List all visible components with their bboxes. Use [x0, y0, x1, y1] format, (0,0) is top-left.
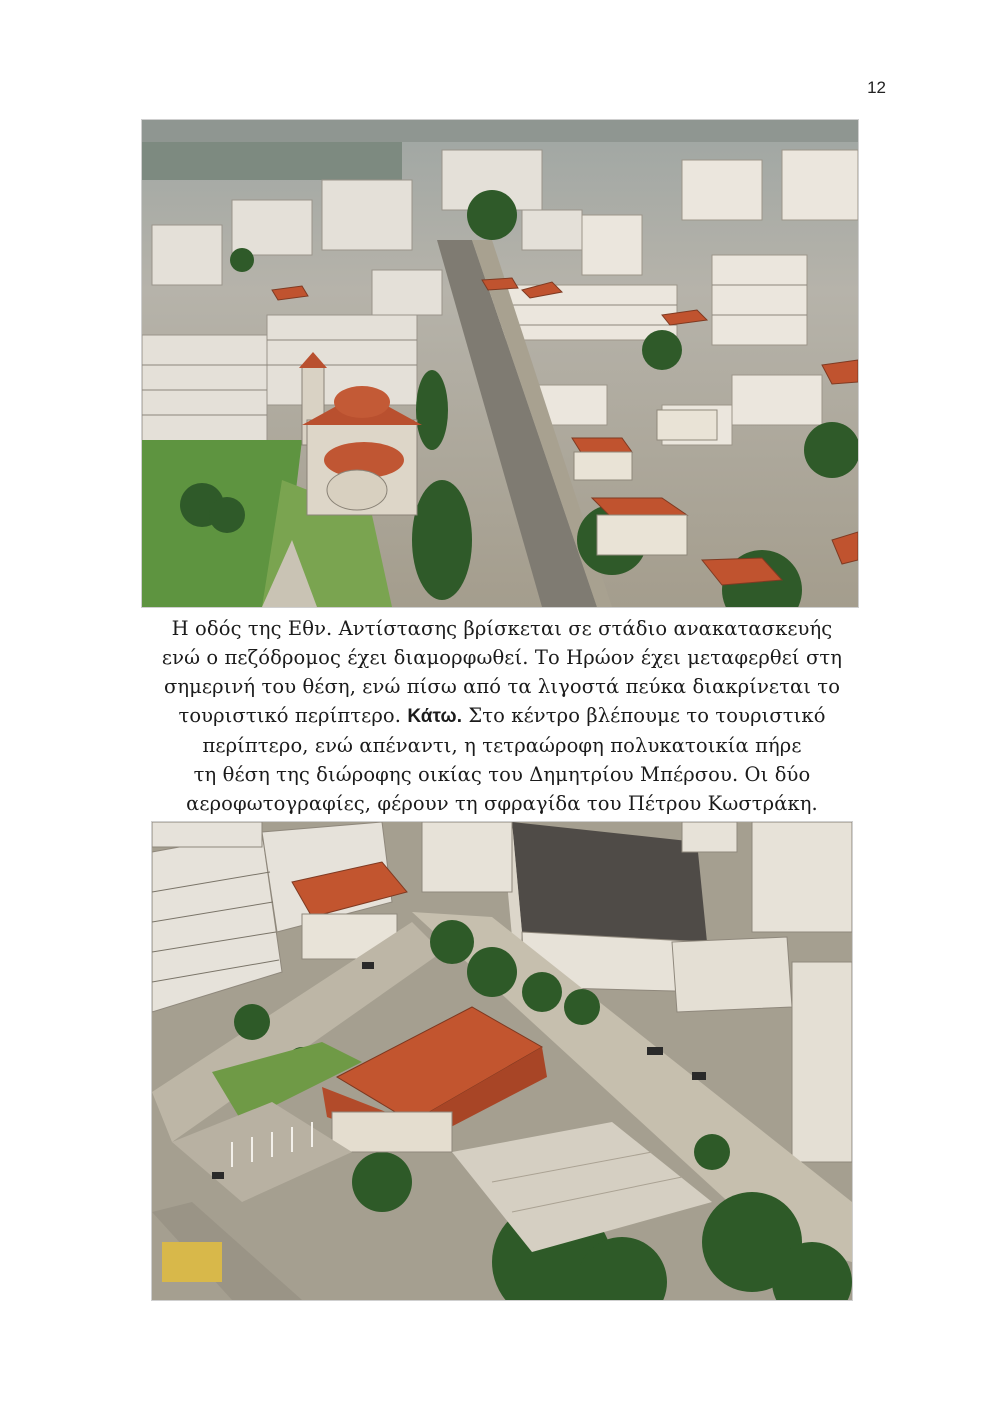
aerial-photo-top-graphic — [142, 120, 858, 607]
caption-line-4-end: Στο κέντρο βλέπουμε το τουριστικό — [462, 704, 826, 727]
aerial-photo-top — [142, 120, 858, 607]
caption-line-2: ενώ ο πεζόδρομος έχει διαμορφωθεί. Το Ηρώον έχει μεταφερθεί στη — [161, 646, 843, 669]
caption-below-marker: Κάτω. — [407, 706, 463, 727]
caption-line-1: Η οδός της Εθν. Αντίστασης βρίσκεται σε στάδιο ανακατασκευής — [171, 617, 833, 640]
caption-line-4 — [130, 701, 874, 731]
photo-caption — [130, 614, 874, 818]
caption-line-5: περίπτερο, ενώ απέναντι, η τετραώροφη πολυκατοικία πήρε — [202, 734, 802, 757]
caption-line-6: τη θέση της διώροφης οικίας του Δημητρίου Μπέρσου. Οι δύο — [193, 763, 811, 786]
caption-line-4-start: τουριστικό περίπτερο. — [178, 704, 408, 727]
page-number: 12 — [867, 78, 886, 97]
caption-line-7: αεροφωτογραφίες, φέρουν τη σφραγίδα του Πέτρου Κωστράκη. — [186, 792, 818, 815]
caption-line-3: σημερινή του θέση, ενώ πίσω από τα λιγοστά πεύκα διακρίνεται το — [163, 675, 841, 698]
aerial-photo-bottom-graphic — [152, 822, 852, 1300]
aerial-photo-bottom — [152, 822, 852, 1300]
